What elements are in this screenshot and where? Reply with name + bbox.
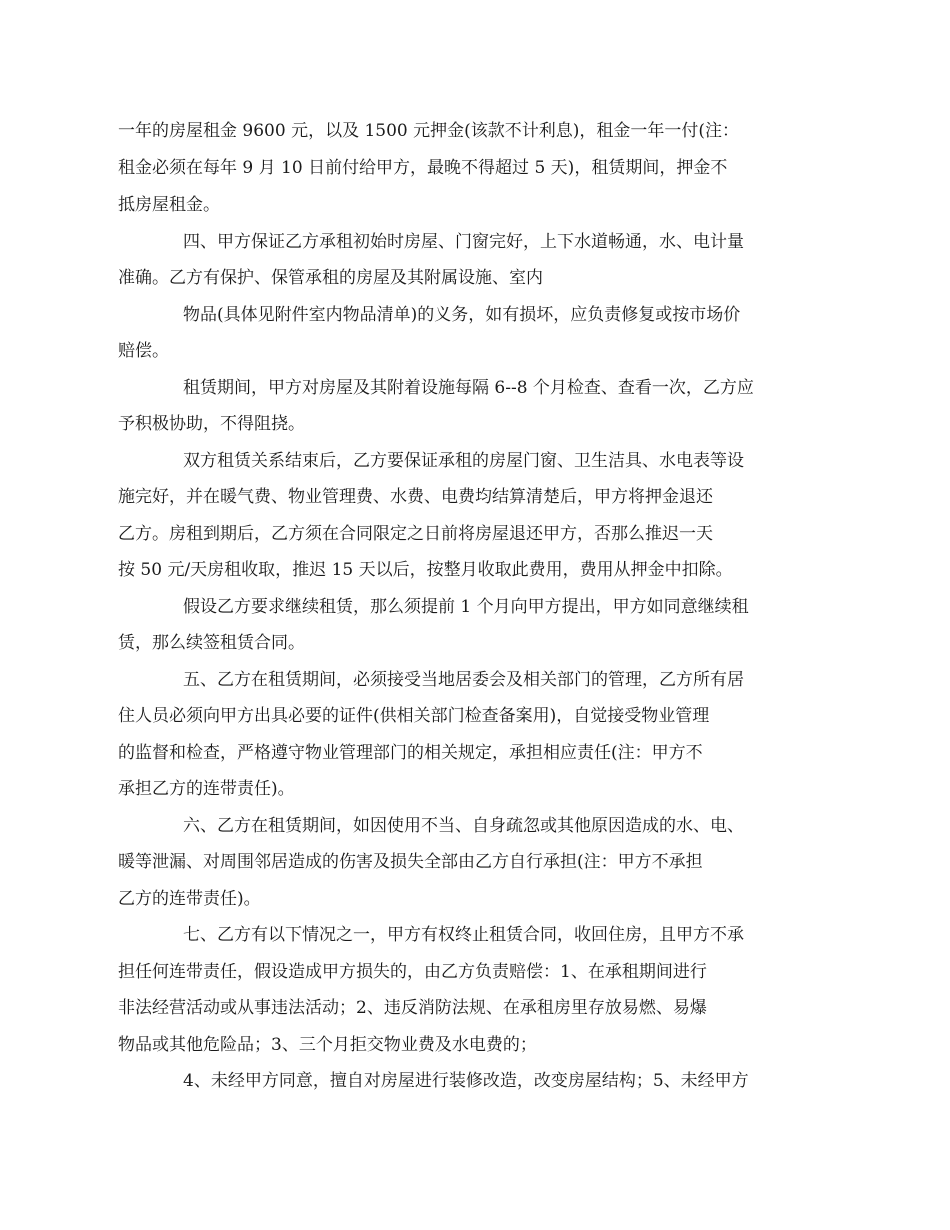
text-line: 4、未经甲方同意，擅自对房屋进行装修改造，改变房屋结构；5、未经甲方 (183, 1071, 749, 1091)
text-line: 物品(具体见附件室内物品清单)的义务，如有损坏，应负责修复或按市场价 (183, 305, 741, 325)
text-line: 暖等泄漏、对周围邻居造成的伤害及损失全部由乙方自行承担(注：甲方不承担 (118, 852, 703, 872)
text-line: 担任何连带责任，假设造成甲方损失的，由乙方负责赔偿：1、在承租期间进行 (118, 962, 707, 982)
text-line: 的监督和检查，严格遵守物业管理部门的相关规定，承担相应责任(注：甲方不 (118, 743, 703, 763)
text-line: 租金必须在每年 9 月 10 日前付给甲方，最晚不得超过 5 天)，租赁期间，押金不 (118, 158, 728, 178)
text-line: 施完好，并在暖气费、物业管理费、水费、电费均结算清楚后，甲方将押金退还 (118, 487, 713, 507)
text-line: 租赁期间，甲方对房屋及其附着设施每隔 6--8 个月检查、查看一次，乙方应 (183, 378, 754, 398)
text-line: 准确。乙方有保护、保管承租的房屋及其附属设施、室内 (118, 268, 543, 288)
text-line: 赔偿。 (118, 341, 169, 361)
text-line: 乙方。房租到期后，乙方须在合同限定之日前将房屋退还甲方，否那么推迟一天 (118, 524, 713, 544)
text-line: 四、甲方保证乙方承租初始时房屋、门窗完好，上下水道畅通，水、电计量 (183, 232, 744, 252)
text-line: 乙方的连带责任)。 (118, 889, 261, 909)
text-line: 假设乙方要求继续租赁，那么须提前 1 个月向甲方提出，甲方如同意继续租 (183, 597, 749, 617)
text-line: 承担乙方的连带责任)。 (118, 779, 295, 799)
text-line: 予积极协助，不得阻挠。 (118, 414, 305, 434)
text-line: 按 50 元/天房租收取，推迟 15 天以后，按整月收取此费用，费用从押金中扣除。 (118, 560, 733, 580)
text-line: 一年的房屋租金 9600 元，以及 1500 元押金(该款不计利息)，租金一年一付(注： (118, 121, 740, 141)
text-line: 非法经营活动或从事违法活动；2、违反消防法规、在承租房里存放易燃、易爆 (118, 998, 707, 1018)
text-line: 五、乙方在租赁期间，必须接受当地居委会及相关部门的管理，乙方所有居 (183, 670, 744, 690)
text-line: 双方租赁关系结束后，乙方要保证承租的房屋门窗、卫生洁具、水电表等设 (183, 451, 744, 471)
text-line: 赁，那么续签租赁合同。 (118, 633, 305, 653)
text-line: 物品或其他危险品；3、三个月拒交物业费及水电费的； (118, 1035, 537, 1055)
text-line: 抵房屋租金。 (118, 195, 220, 215)
text-line: 七、乙方有以下情况之一，甲方有权终止租赁合同，收回住房，且甲方不承 (183, 925, 744, 945)
text-line: 住人员必须向甲方出具必要的证件(供相关部门检查备案用)，自觉接受物业管理 (118, 706, 710, 726)
text-line: 六、乙方在租赁期间，如因使用不当、自身疏忽或其他原因造成的水、电、 (183, 816, 744, 836)
